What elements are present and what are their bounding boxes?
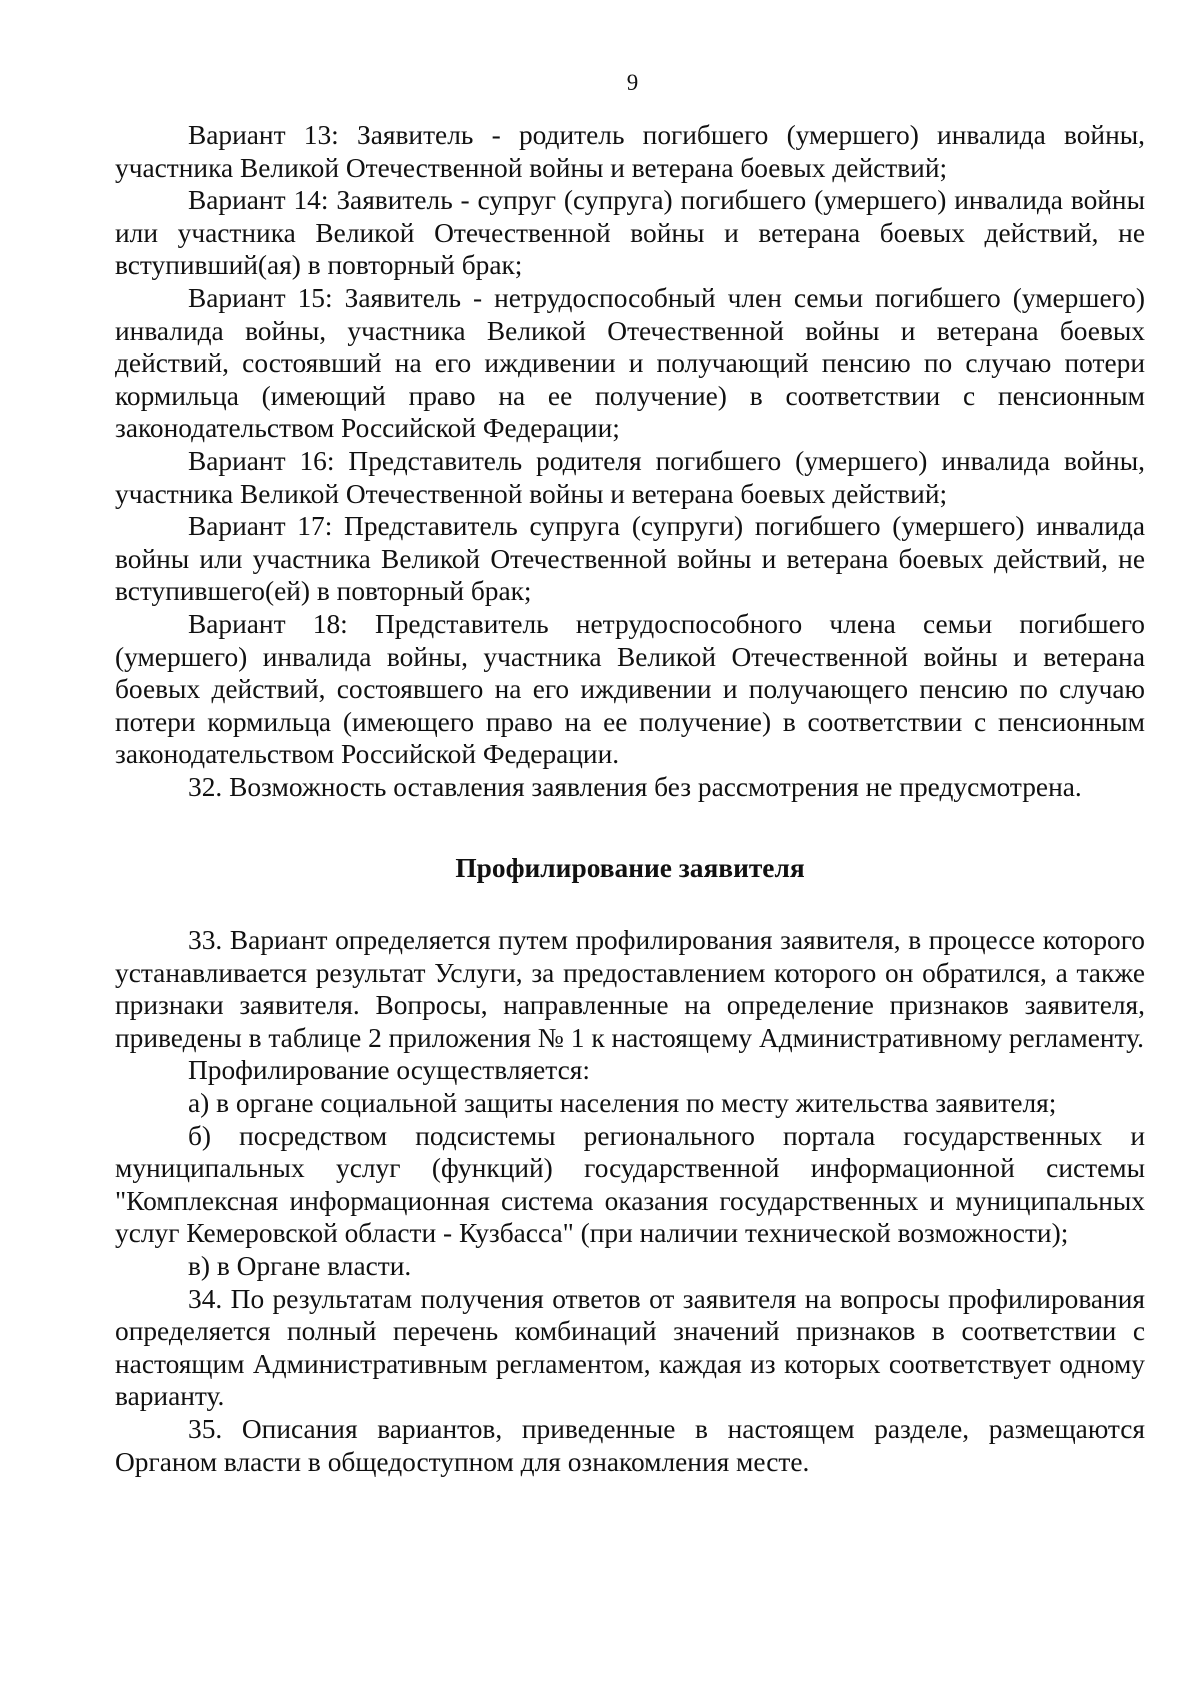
paragraph-35: 35. Описания вариантов, приведенные в настоящем разделе, размещаются Органом власти в общедоступном для ознакомления месте. xyxy=(115,1413,1145,1477)
section-heading: Профилирование заявителя xyxy=(455,853,805,884)
paragraph-item-a: а) в органе социальной защиты населения по месту жительства заявителя; xyxy=(188,1088,1057,1119)
paragraph-variant-13: Вариант 13: Заявитель - родитель погибшего (умершего) инвалида войны, участника Великой Отечественной войны и ветерана боевых действий; xyxy=(115,120,1145,183)
document-body xyxy=(115,119,1145,1478)
paragraph-item-b: б) посредством подсистемы регионального портала государственных и муниципальных услуг (функций) государственной информационной системы "Комплексная информационная система оказания государственных и муниципальных услуг Кемеровской области - Кузбасса" (при наличии технической возможности); xyxy=(115,1120,1145,1249)
paragraph-variant-16: Вариант 16: Представитель родителя погибшего (умершего) инвалида войны, участника Великой Отечественной войны и ветерана боевых действий; xyxy=(115,445,1145,509)
page-number: 9 xyxy=(626,70,639,95)
paragraph-variant-17: Вариант 17: Представитель супруга (супруги) погибшего (умершего) инвалида войны или участника Великой Отечественной войны и ветерана боевых действий, не вступившего(ей) в повторный брак; xyxy=(115,511,1145,607)
paragraph-profiling-intro: Профилирование осуществляется: xyxy=(188,1055,590,1086)
paragraph-item-v: в) в Органе власти. xyxy=(188,1251,412,1281)
paragraph-variant-15: Вариант 15: Заявитель - нетрудоспособный член семьи погибшего (умершего) инвалида войны, участника Великой Отечественной войны и ветерана боевых действий, состоявший на его иждивении и получающий пенсию по случаю потери кормильца (имеющий право на ее получение) в соответствии с пенсионным законодательством Российской Федерации; xyxy=(115,282,1145,444)
paragraph-33: 33. Вариант определяется путем профилирования заявителя, в процессе которого устанавливается результат Услуги, за предоставлением которого он обратился, а также признаки заявителя. Вопросы, направленные на определение признаков заявителя, приведены в таблице 2 приложения № 1 к настоящему Административному регламенту. xyxy=(115,925,1145,1053)
paragraph-variant-14: Вариант 14: Заявитель - супруг (супруга) погибшего (умершего) инвалида войны или участника Великой Отечественной войны и ветерана боевых действий, не вступивший(ая) в повторный брак; xyxy=(115,185,1145,281)
paragraph-variant-18: Вариант 18: Представитель нетрудоспособного члена семьи погибшего (умершего) инвалида войны, участника Великой Отечественной войны и ветерана боевых действий, состоявшего на его иждивении и получающего пенсию по случаю потери кормильца (имеющего право на ее получение) в соответствии с пенсионным законодательством Российской Федерации. xyxy=(115,608,1145,770)
paragraph-32: 32. Возможность оставления заявления без рассмотрения не предусмотрена. xyxy=(188,771,1082,802)
paragraph-34: 34. По результатам получения ответов от заявителя на вопросы профилирования определяется полный перечень комбинаций значений признаков в соответствии с настоящим Административным регламентом, каждая из которых соответствует одному варианту. xyxy=(115,1283,1145,1412)
